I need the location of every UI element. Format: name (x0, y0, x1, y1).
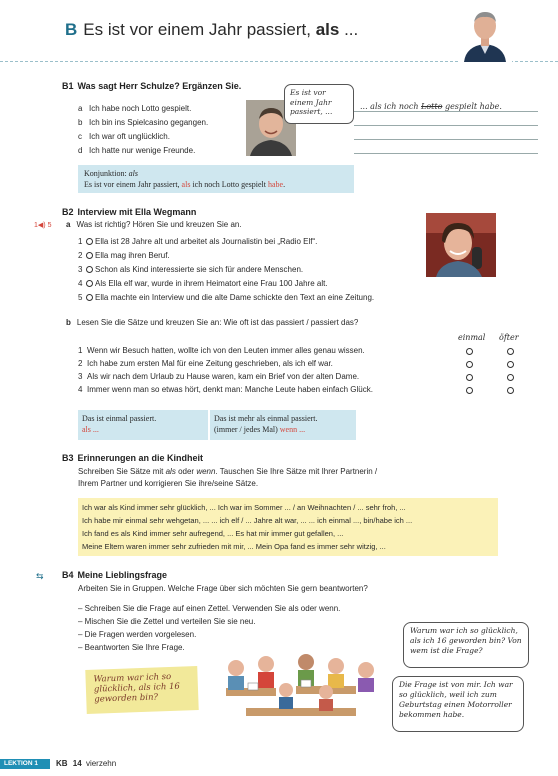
b2-b-task: b Lesen Sie die Sätze und kreuzen Sie an: Wie oft ist das passiert / passiert das? (66, 318, 359, 327)
header-portrait (458, 6, 512, 62)
b1-item: a Ich habe noch Lotto gespielt. (78, 104, 192, 113)
b3-phrase-box (78, 498, 498, 556)
radio-circle[interactable] (86, 266, 93, 273)
group-work-icon: ⇆ (36, 571, 44, 581)
phrase-line: Meine Eltern waren immer sehr zufrieden mit mir, ... Mein Opa fand es immer sehr witzig, ... (82, 542, 386, 551)
b3-heading: B3 Erinnerungen an die Kindheit (62, 453, 204, 463)
ella-photo (426, 213, 496, 277)
list-item: 1 Ella ist 28 Jahre alt und arbeitet als Journalistin bei „Radio Elf“. (78, 237, 318, 246)
radio-einmal[interactable] (466, 348, 473, 355)
radio-circle[interactable] (86, 238, 93, 245)
b4-heading: B4 Meine Lieblingsfrage (62, 570, 168, 580)
phrase-line: Ich fand es als Kind immer sehr aufregend, ... Es hat mir immer gut gefallen, ... (82, 529, 344, 538)
b3-task: Schreiben Sie Sätze mit als oder wenn. Tauschen Sie Ihre Sätze mit Ihrer Partnerin / Ihrem Partner und korrigieren Sie ihre/seine Sätze. (78, 467, 378, 488)
phrase-line: Ich war als Kind immer sehr glücklich, ... Ich war im Sommer ... / an Weihnachten / ... sehr froh, ... (82, 503, 406, 512)
list-item: 5 Ella machte ein Interview und die alte Dame schickte den Text an eine Zeitung. (78, 293, 375, 302)
step-item: – Schreiben Sie die Frage auf einen Zettel. Verwenden Sie als oder wenn. (78, 604, 341, 613)
answer-line[interactable] (354, 140, 538, 154)
step-item: – Mischen Sie die Zettel und verteilen Sie sie neu. (78, 617, 256, 626)
radio-einmal[interactable] (466, 374, 473, 381)
phrase-line: Ich habe mir einmal sehr wehgetan, ... ... ich elf / ... Jahre alt war, ... ... ich einmal ..., bin/habe ich ... (82, 516, 413, 525)
list-item: 2 Ella mag ihren Beruf. (78, 251, 170, 260)
col-einmal: einmal (458, 333, 486, 342)
audio-marker[interactable]: 1◀) 5 (34, 222, 52, 229)
radio-circle[interactable] (86, 280, 93, 287)
lektion-tab[interactable]: LEKTION 1 (0, 759, 50, 769)
page-title: B Es ist vor einem Jahr passiert, als ... (65, 20, 359, 39)
section-letter: B (65, 20, 78, 39)
list-item: 3 Schon als Kind interessierte sie sich für andere Menschen. (78, 265, 304, 274)
b2-heading: B2 Interview mit Ella Wegmann (62, 207, 197, 217)
step-item: – Die Fragen werden vorgelesen. (78, 630, 197, 639)
radio-circle[interactable] (86, 252, 93, 259)
b1-items (78, 97, 208, 157)
radio-oefter[interactable] (507, 387, 514, 394)
b1-heading: B1 Was sagt Herr Schulze? Ergänzen Sie. (62, 81, 242, 91)
table-row: 4 Immer wenn man so etwas hört, denkt man: Manche Leute haben einfach Glück. (78, 384, 528, 397)
table-row: 1 Wenn wir Besuch hatten, wollte ich von den Leuten immer alles genau wissen. (78, 345, 528, 358)
col-oefter: öfter (499, 333, 519, 342)
b1-answer-lines (354, 100, 538, 154)
radio-einmal[interactable] (466, 387, 473, 394)
b1-item: d Ich hatte nur wenige Freunde. (78, 146, 196, 155)
radio-oefter[interactable] (507, 374, 514, 381)
list-item: 4 Als Ella elf war, wurde in ihrem Heimatort eine Frau 100 Jahre alt. (78, 279, 328, 288)
b1-speech-bubble: Es ist vor einem Jahr passiert, ... (284, 84, 354, 124)
radio-oefter[interactable] (507, 361, 514, 368)
b2-a-task: a Was ist richtig? Hören Sie und kreuzen Sie an. (66, 220, 242, 229)
footer (0, 756, 558, 776)
grammar-box-einmal: Das ist einmal passiert. als ... (78, 410, 208, 440)
page-number: KB 14 vierzehn (56, 759, 117, 768)
classroom-illustration (206, 628, 396, 728)
b4-bubble-question: Warum war ich so glücklich, als ich 16 geworden bin? Von wem ist die Frage? (403, 622, 529, 668)
b1-item: c Ich war oft unglücklich. (78, 132, 170, 141)
answer-line[interactable]: ... als ich noch Lotto gespielt habe. (354, 100, 538, 112)
radio-oefter[interactable] (507, 348, 514, 355)
b2-b-list (78, 345, 528, 397)
radio-einmal[interactable] (466, 361, 473, 368)
answer-line[interactable] (354, 126, 538, 140)
speaker-icon: ◀) (37, 222, 46, 229)
b4-bubble-answer: Die Frage ist von mir. Ich war so glücklich, weil ich zum Geburtstag einen Motorroller bekommen habe. (392, 676, 524, 732)
konjunktion-box: Konjunktion: als Es ist vor einem Jahr passiert, als ich noch Lotto gespielt habe. (78, 165, 354, 193)
b2-a-list (78, 236, 374, 306)
table-row: 2 Ich habe zum ersten Mal für eine Zeitung geschrieben, als ich elf war. (78, 358, 528, 371)
sticky-note: Warum war ich so glücklich, als ich 16 geworden bin? (85, 666, 198, 714)
grammar-box-mehrmals: Das ist mehr als einmal passiert. (immer / jedes Mal) wenn ... (210, 410, 356, 440)
answer-line[interactable] (354, 112, 538, 126)
b4-task: Arbeiten Sie in Gruppen. Welche Frage über sich möchten Sie gern beantworten? (78, 584, 368, 593)
radio-circle[interactable] (86, 294, 93, 301)
b1-item: b Ich bin ins Spielcasino gegangen. (78, 118, 209, 127)
step-item: – Beantworten Sie Ihre Frage. (78, 643, 185, 652)
table-row: 3 Als wir nach dem Urlaub zu Hause waren, kam ein Brief von der alten Dame. (78, 371, 528, 384)
